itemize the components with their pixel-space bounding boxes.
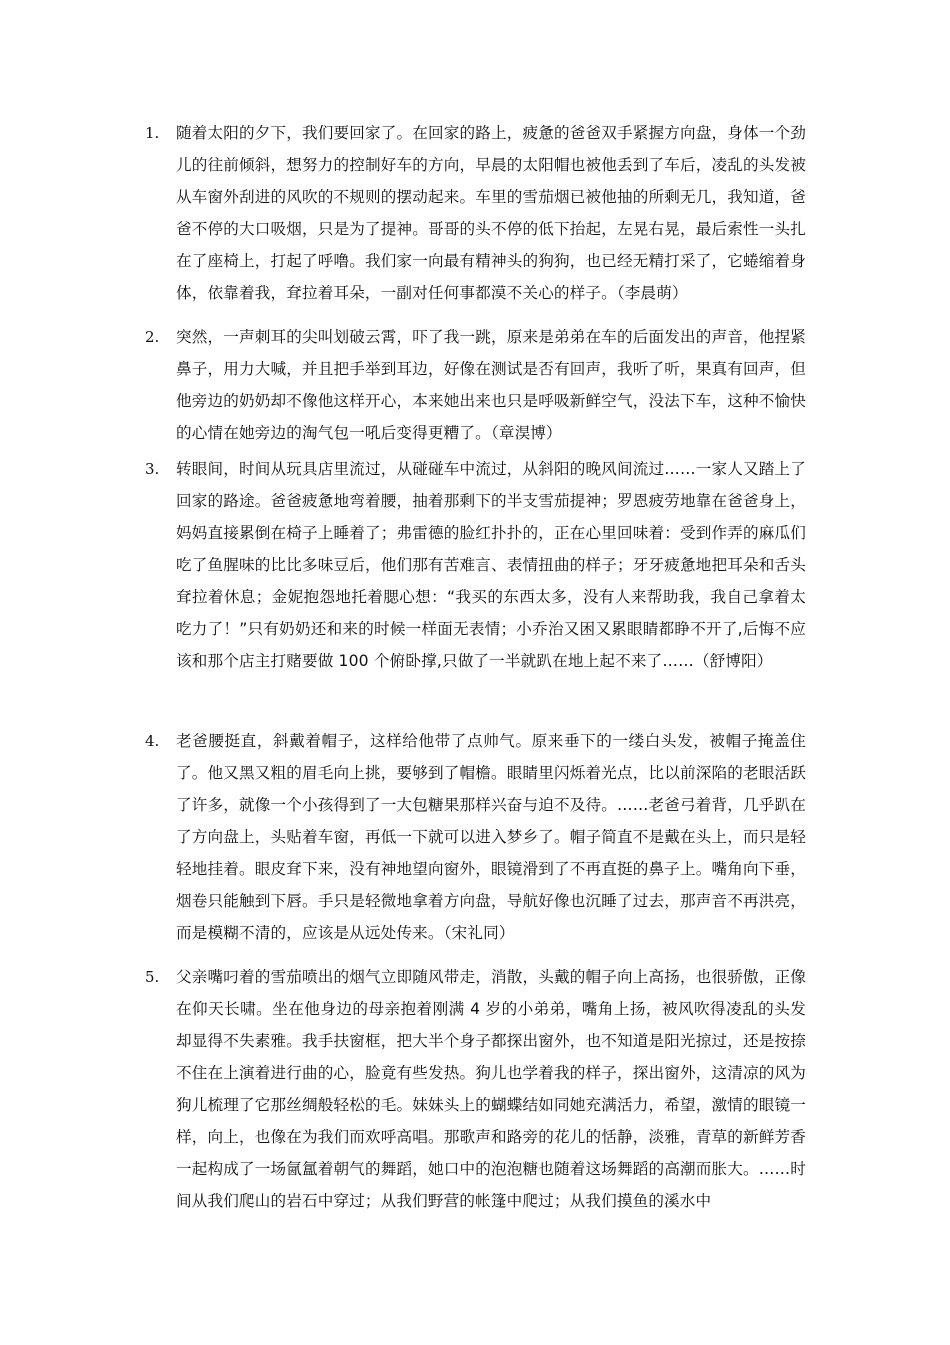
item-number: 5. xyxy=(145,968,160,986)
paragraph-item-4: 老爸腰挺直，斜戴着帽子，这样给他带了点帅气。原来垂下的一缕白头发，被帽子掩盖住了。他又黑又粗的眉毛向上挑，要够到了帽檐。眼睛里闪烁着光点，比以前深陷的老眼活跃了许多，就像一个小孩得到了一大包糖果那样兴奋与迫不及待。……老爸弓着背，几乎趴在了方向盘上，头贴着车窗，再低一下就可以进入梦乡了。帽子简直不是戴在头上，而只是轻轻地挂着。眼皮耷下来，没有神地望向窗外，眼镜滑到了不再直挺的鼻子上。嘴角向下垂，烟卷只能触到下唇。手只是轻微地拿着方向盘，导航好像也沉睡了过去，那声音不再洪亮，而是模糊不清的，应该是从远处传来。（宋礼同） xyxy=(176,732,806,942)
item-number: 1. xyxy=(145,124,160,142)
item-number: 3. xyxy=(145,460,160,478)
paragraph-item-5: 父亲嘴叼着的雪茄喷出的烟气立即随风带走，消散，头戴的帽子向上高扬，也很骄傲，正像在仰天长啸。坐在他身边的母亲抱着刚满 4 岁的小弟弟，嘴角上扬，被风吹得凌乱的头发却显得不失素雅。我手扶窗框，把大半个身子都探出窗外，也不知道是阳光掠过，还是按捺不住在上演着进行曲的心，脸竟有些发热。狗儿也学着我的样子，探出窗外，这清凉的风为狗儿梳理了它那丝绸般轻松的毛。妹妹头上的蝴蝶结如同她充满活力，希望，激情的眼镜一样，向上，也像在为我们而欢呼高唱。那歌声和路旁的花儿的恬静，淡雅，青草的新鲜芳香一起构成了一场氤氲着朝气的舞蹈，她口中的泡泡糖也随着这场舞蹈的高潮而胀大。……时间从我们爬山的岩石中穿过；从我们野营的帐篷中爬过；从我们摸鱼的溪水中 xyxy=(176,968,806,1210)
item-number: 4. xyxy=(145,732,160,750)
paragraph-item-1: 随着太阳的夕下，我们要回家了。在回家的路上，疲惫的爸爸双手紧握方向盘，身体一个劲儿的往前倾斜，想努力的控制好车的方向，早晨的太阳帽也被他丢到了车后，凌乱的头发被从车窗外刮进的风吹的不规则的摆动起来。车里的雪茄烟已被他抽的所剩无几，我知道，爸爸不停的大口吸烟，只是为了提神。哥哥的头不停的低下抬起，左晃右晃，最后索性一头扎在了座椅上，打起了呼噜。我们家一向最有精神头的狗狗，也已经无精打采了，它蜷缩着身体，依靠着我，耷拉着耳朵，一副对任何事都漠不关心的样子。（李晨萌） xyxy=(176,124,806,302)
paragraph-item-3: 转眼间，时间从玩具店里流过，从碰碰车中流过，从斜阳的晚风间流过……一家人又踏上了回家的路途。爸爸疲惫地弯着腰，抽着那剩下的半支雪茄提神；罗恩疲劳地靠在爸爸身上，妈妈直接累倒在椅子上睡着了；弗雷德的脸红扑扑的，正在心里回味着：受到作弄的麻瓜们吃了鱼腥味的比比多味豆后，他们那有苦难言、表情扭曲的样子；牙牙疲惫地把耳朵和舌头耷拉着休息；金妮抱怨地托着腮心想：“我买的东西太多，没有人来帮助我，我自己拿着太吃力了！”只有奶奶还和来的时候一样面无表情；小乔治又困又累眼睛都睁不开了,后悔不应该和那个店主打赌要做 100 个俯卧撑,只做了一半就趴在地上起不来了……（舒博阳） xyxy=(176,460,806,670)
item-number: 2. xyxy=(145,328,160,346)
paragraph-item-2: 突然，一声刺耳的尖叫划破云霄，吓了我一跳，原来是弟弟在车的后面发出的声音，他捏紧鼻子，用力大喊，并且把手举到耳边，好像在测试是否有回声，我听了听，果真有回声，但他旁边的奶奶却不像他这样开心，本来她出来也只是呼吸新鲜空气，没法下车，这种不愉快的心情在她旁边的淘气包一吼后变得更糟了。（章淏博） xyxy=(176,328,806,442)
